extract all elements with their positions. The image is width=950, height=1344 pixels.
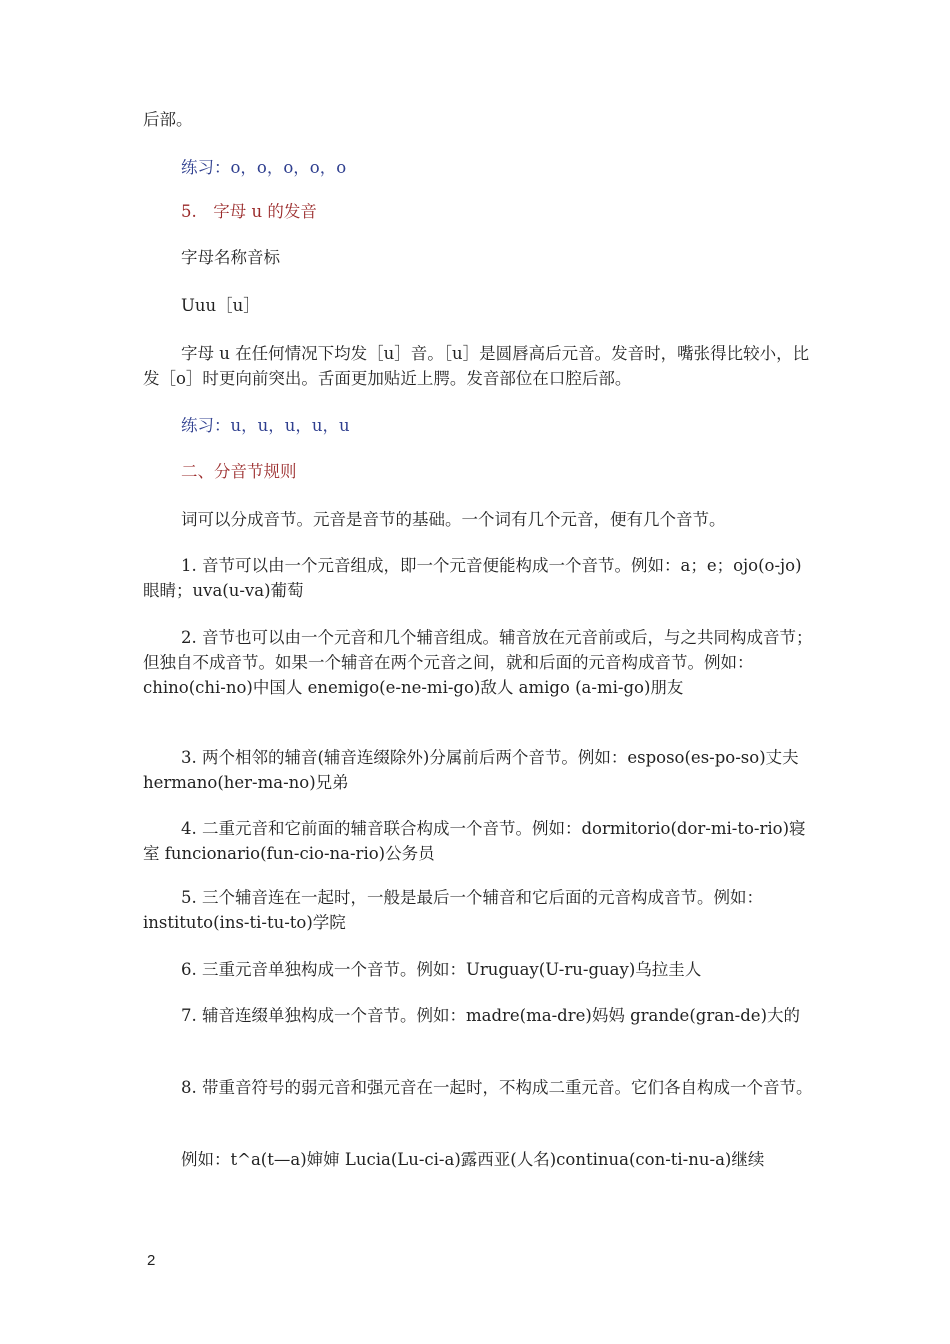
paragraph-letter-u-phonetic: Uuu［u］ [181,296,260,315]
heading-syllable-rules: 二、分音节规则 [181,462,297,481]
paragraph-continuation: 后部。 [143,110,193,129]
page-number: 2 [147,1252,156,1269]
rule-8-example: 例如：t^a(t—a)婶婶 Lucia(Lu-ci-a)露西亚(人名)continua(con-ti-nu-a)继续 [181,1150,765,1169]
rule-1: 1. 音节可以由一个元音组成，即一个元音便能构成一个音节。例如：a；e；ojo(o-jo)眼睛；uva(u-va)葡萄 [143,556,802,600]
rule-2: 2. 音节也可以由一个元音和几个辅音组成。辅音放在元音前或后，与之共同构成音节；但独自不成音节。如果一个辅音在两个元音之间，就和后面的元音构成音节。例如：chino(chi-no)中国人 enemigo(e-ne-mi-go)敌人 amigo (a-mi-go)朋友 [143,628,813,697]
rule-5: 5. 三个辅音连在一起时，一般是最后一个辅音和它后面的元音构成音节。例如：instituto(ins-ti-tu-to)学院 [143,888,763,932]
exercise-u: 练习：u，u，u，u，u [181,416,350,435]
rule-6: 6. 三重元音单独构成一个音节。例如：Uruguay(U-ru-guay)乌拉圭人 [181,960,702,979]
rule-7: 7. 辅音连缀单独构成一个音节。例如：madre(ma-dre)妈妈 grande(gran-de)大的 [181,1006,801,1025]
rule-3: 3. 两个相邻的辅音(辅音连缀除外)分属前后两个音节。例如：esposo(es-po-so)丈夫 hermano(her-ma-no)兄弟 [143,748,799,792]
paragraph-letter-name-label: 字母名称音标 [181,248,280,267]
paragraph-syllable-intro: 词可以分成音节。元音是音节的基础。一个词有几个元音，便有几个音节。 [181,510,726,529]
paragraph-u-description: 字母 u 在任何情况下均发［u］音。［u］是圆唇高后元音。发音时，嘴张得比较小，比发［o］时更向前突出。舌面更加贴近上腭。发音部位在口腔后部。 [143,344,810,388]
rule-4: 4. 二重元音和它前面的辅音联合构成一个音节。例如：dormitorio(dor-mi-to-rio)寝室 funcionario(fun-cio-na-rio)公务员 [143,819,806,863]
heading-letter-u: 5. 字母 u 的发音 [181,202,317,221]
rule-8: 8. 带重音符号的弱元音和强元音在一起时，不构成二重元音。它们各自构成一个音节。 [181,1078,813,1097]
exercise-o: 练习：o，o，o，o，o [181,158,347,177]
